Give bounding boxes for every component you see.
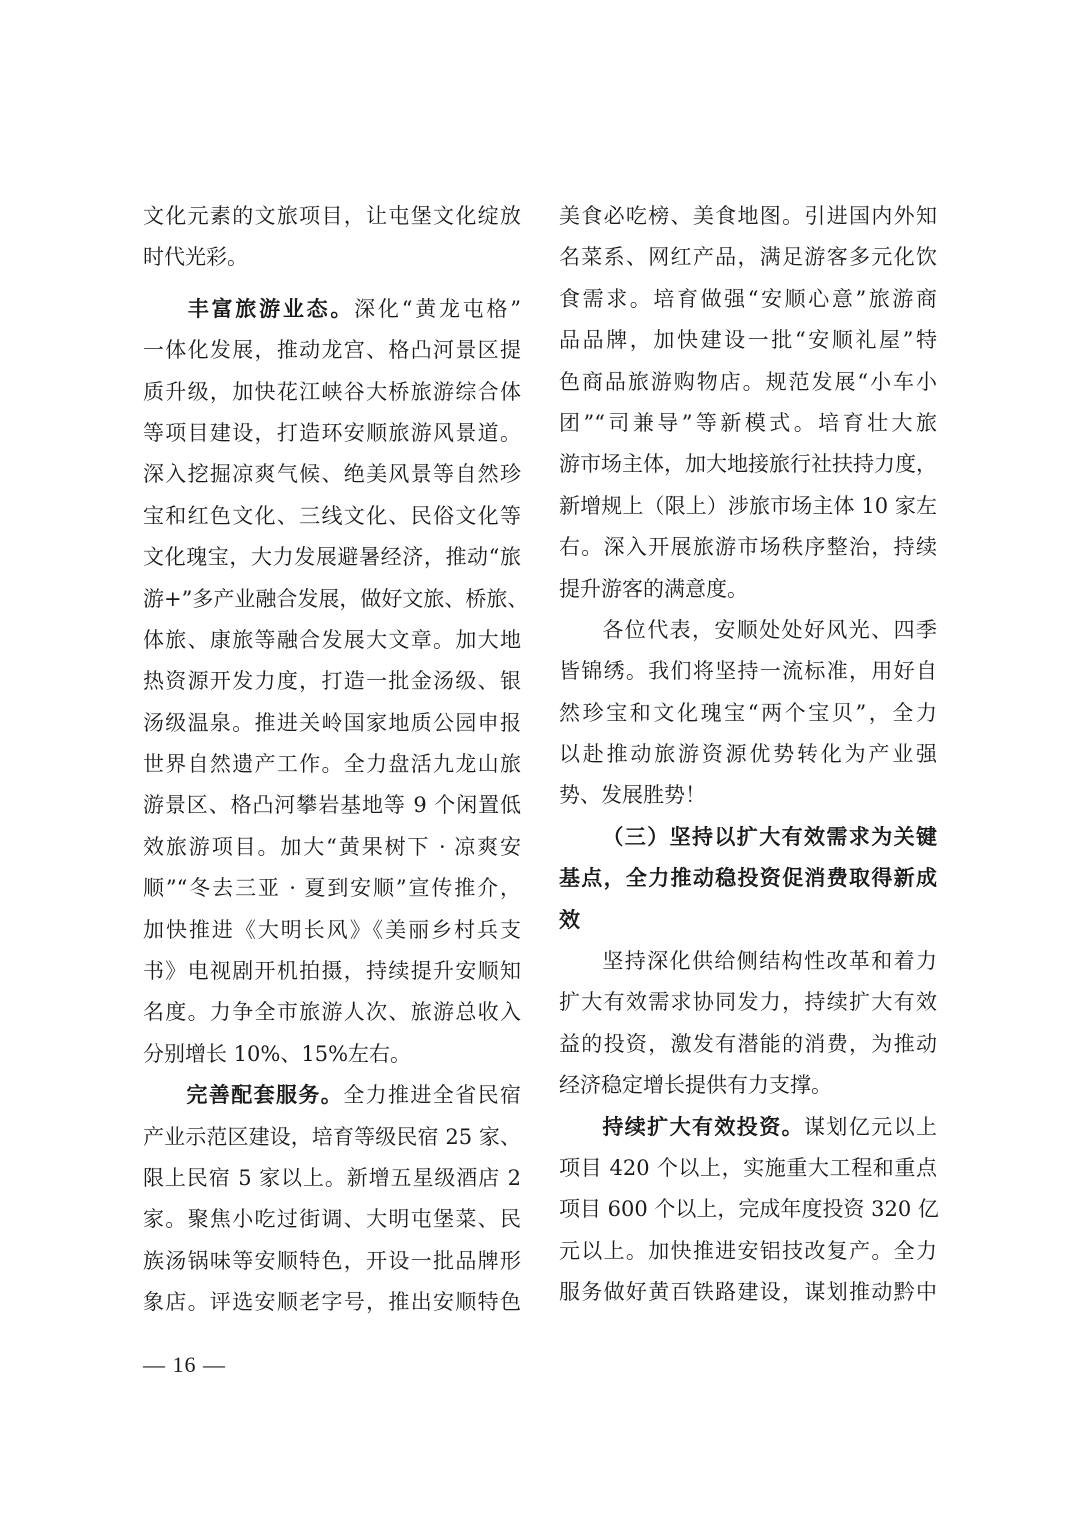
paragraph-supporting-services [143, 1075, 521, 1323]
text-line: 宝和红色文化、三线文化、民俗文化等 [143, 503, 521, 528]
text-line: 扩大有效需求协同发力，持续扩大有效 [559, 990, 937, 1015]
text-line: 名度。力争全市旅游人次、旅游总收入 [143, 1000, 521, 1025]
text-line: 皆锦绣。我们将坚持一流标准，用好自 [559, 659, 937, 684]
text-line: 时代光彩。 [143, 245, 248, 270]
paragraph-delegates [559, 610, 937, 817]
paragraph-first-line [143, 289, 521, 330]
text-line: 益的投资，激发有潜能的消费，为推动 [559, 1031, 937, 1056]
page-number: — 16 — [143, 1352, 226, 1377]
text-line: 项目 600 个以上，完成年度投资 320 亿 [559, 1197, 939, 1222]
text-line: 经济稳定增长提供有力支撑。 [559, 1073, 832, 1098]
bold-lead: 丰富旅游业态。 [185, 296, 355, 321]
text-line: 深入挖掘凉爽气候、绝美风景等自然珍 [143, 462, 521, 487]
text-line: 等项目建设，打造环安顺旅游风景道。 [143, 420, 521, 445]
heading-line: （三）坚持以扩大有效需求为关键 [601, 824, 937, 849]
text-line: 效旅游项目。加大“黄果树下 · 凉爽安 [143, 834, 521, 859]
paragraph [143, 196, 521, 279]
text-line: 项目 420 个以上，实施重大工程和重点 [559, 1155, 937, 1180]
text-line: 游市场主体，加大地接旅行社扶持力度， [559, 452, 937, 477]
left-column [143, 196, 529, 1324]
text-line: 文化瑰宝，大力发展避暑经济，推动“旅 [143, 545, 521, 570]
text-line: 世界自然遗产工作。全力盘活九龙山旅 [143, 752, 521, 777]
text-line: 加快推进《大明长风》《美丽乡村兵支 [143, 917, 521, 942]
text-line: 体旅、康旅等融合发展大文章。加大地 [143, 627, 521, 652]
text-line: 族汤锅味等安顺特色，开设一批品牌形 [143, 1248, 521, 1273]
paragraph-tourism-formats [143, 289, 529, 1075]
text-line: 热资源开发力度，打造一批金汤级、银 [143, 669, 521, 694]
text-line: 食需求。培育做强“安顺心意”旅游商 [559, 286, 937, 311]
paragraph-first-line [559, 1107, 937, 1148]
paragraph-first-line [143, 1075, 521, 1116]
text-line: 游+”多产业融合发展，做好文旅、桥旅、 [143, 586, 529, 611]
text-line: 团”“司兼导”等新模式。培育壮大旅 [559, 410, 937, 435]
paragraph-intro [559, 941, 937, 1107]
paragraph [559, 196, 937, 610]
heading-line: 基点，全力推动稳投资促消费取得新成 [559, 866, 937, 891]
text-line: 产业示范区建设，培育等级民宿 25 家、 [143, 1124, 521, 1149]
bold-lead: 完善配套服务。 [185, 1083, 344, 1108]
text-run: 深化“黄龙屯格” [354, 296, 522, 321]
text-line: 品品牌，加快建设一批“安顺礼屋”特 [559, 328, 937, 353]
text-line: 服务做好黄百铁路建设，谋划推动黔中 [559, 1280, 937, 1305]
text-line: 游景区、格凸河攀岩基地等 9 个闲置低 [143, 793, 521, 818]
text-run: 全力推进全省民宿 [343, 1083, 522, 1108]
text-line: 书》电视剧开机拍摄，持续提升安顺知 [143, 959, 521, 984]
text-line: 然珍宝和文化瑰宝“两个宝贝”，全力 [559, 700, 937, 725]
text-line: 新增规上（限上）涉旅市场主体 10 家左 [559, 493, 937, 518]
text-line: 象店。评选安顺老字号，推出安顺特色 [143, 1290, 521, 1315]
text-line: 汤级温泉。推进关岭国家地质公园申报 [143, 710, 521, 735]
text-line: 美食必吃榜、美食地图。引进国内外知 [559, 204, 937, 228]
text-run: 谋划亿元以上 [804, 1114, 937, 1139]
text-line: 提升游客的满意度。 [559, 576, 748, 601]
text-line: 质升级，加快花江峡谷大桥旅游综合体 [143, 379, 521, 404]
heading-line: 效 [559, 907, 580, 932]
text-line: 坚持深化供给侧结构性改革和着力 [601, 949, 937, 974]
bold-lead: 持续扩大有效投资。 [601, 1114, 804, 1139]
right-column [559, 196, 937, 1314]
text-line: 色商品旅游购物店。规范发展“小车小 [559, 369, 937, 394]
text-line: 一体化发展，推动龙宫、格凸河景区提 [143, 338, 521, 363]
text-line: 各位代表，安顺处处好风光、四季 [601, 617, 937, 642]
text-line: 势、发展胜势！ [559, 783, 706, 808]
text-line: 元以上。加快推进安铝技改复产。全力 [559, 1238, 937, 1263]
text-line: 文化元素的文旅项目，让屯堡文化绽放 [143, 204, 521, 228]
text-line: 右。深入开展旅游市场秩序整治，持续 [559, 535, 937, 560]
text-line: 以赴推动旅游资源优势转化为产业强 [559, 742, 937, 767]
text-line: 家。聚焦小吃过街调、大明屯堡菜、民 [143, 1207, 521, 1232]
section-heading [559, 817, 937, 941]
paragraph-investment [559, 1107, 937, 1314]
text-line: 顺”“冬去三亚 · 夏到安顺”宣传推介， [143, 876, 521, 901]
text-line: 名菜系、网红产品，满足游客多元化饮 [559, 245, 937, 270]
text-line: 分别增长 10%、15%左右。 [143, 1041, 412, 1066]
text-line: 限上民宿 5 家以上。新增五星级酒店 2 [143, 1165, 521, 1190]
